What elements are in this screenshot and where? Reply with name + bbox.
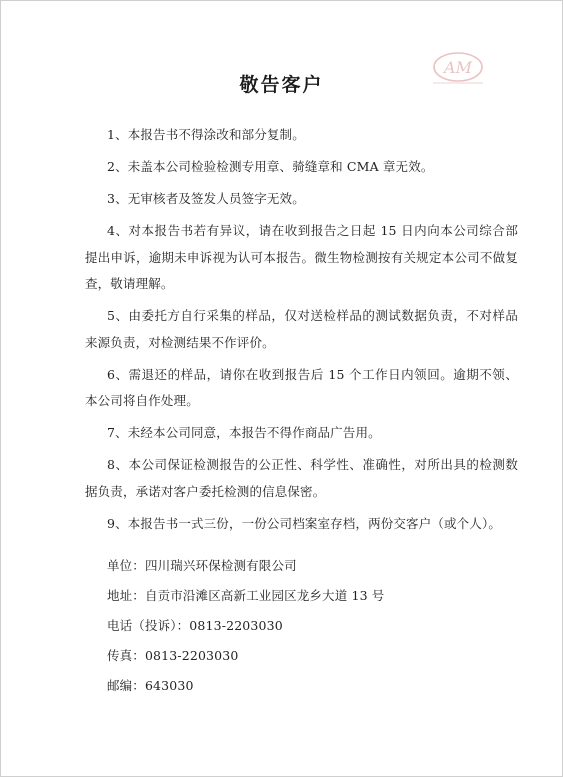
notice-clause: 8、本公司保证检测报告的公正性、科学性、准确性，对所出具的检测数据负责，承诺对客户委托检测的信息保密。 <box>85 457 518 499</box>
svg-text:AM: AM <box>444 58 472 77</box>
page-title: 敬告客户 <box>239 74 324 96</box>
notice-clause: 2、未盖本公司检验检测专用章、骑缝章和 CMA 章无效。 <box>107 159 434 174</box>
contact-fax: 传真：0813-2203030 <box>107 648 239 663</box>
notice-clause-list <box>85 122 518 543</box>
contact-postcode: 邮编：643030 <box>107 678 194 693</box>
notice-clause: 4、对本报告书若有异议，请在收到报告之日起 15 日内向本公司综合部提出申诉，逾期未申诉视为认可本报告。微生物检测按有关规定本公司不做复查，敬请理解。 <box>85 223 518 291</box>
contact-phone: 电话（投诉）：0813-2203030 <box>107 618 283 633</box>
notice-clause: 7、未经本公司同意，本报告不得作商品广告用。 <box>107 425 381 440</box>
notice-clause: 9、本报告书一式三份，一份公司档案室存档，两份交客户（或个人）。 <box>107 515 502 531</box>
notice-clause: 6、需退还的样品，请你在收到报告后 15 个工作日内领回。逾期不领、本公司将自作处理。 <box>85 366 518 408</box>
contact-block <box>107 556 384 706</box>
notice-clause: 5、由委托方自行采集的样品，仅对送检样品的测试数据负责，不对样品来源负责，对检测结果不作评价。 <box>85 308 518 350</box>
contact-address: 地址：自贡市沿滩区高新工业园区龙乡大道 13 号 <box>107 588 385 603</box>
contact-unit: 单位：四川瑞兴环保检测有限公司 <box>107 558 297 573</box>
notice-clause: 3、无审核者及签发人员签字无效。 <box>107 191 305 206</box>
notice-clause: 1、本报告书不得涂改和部分复制。 <box>107 127 305 142</box>
